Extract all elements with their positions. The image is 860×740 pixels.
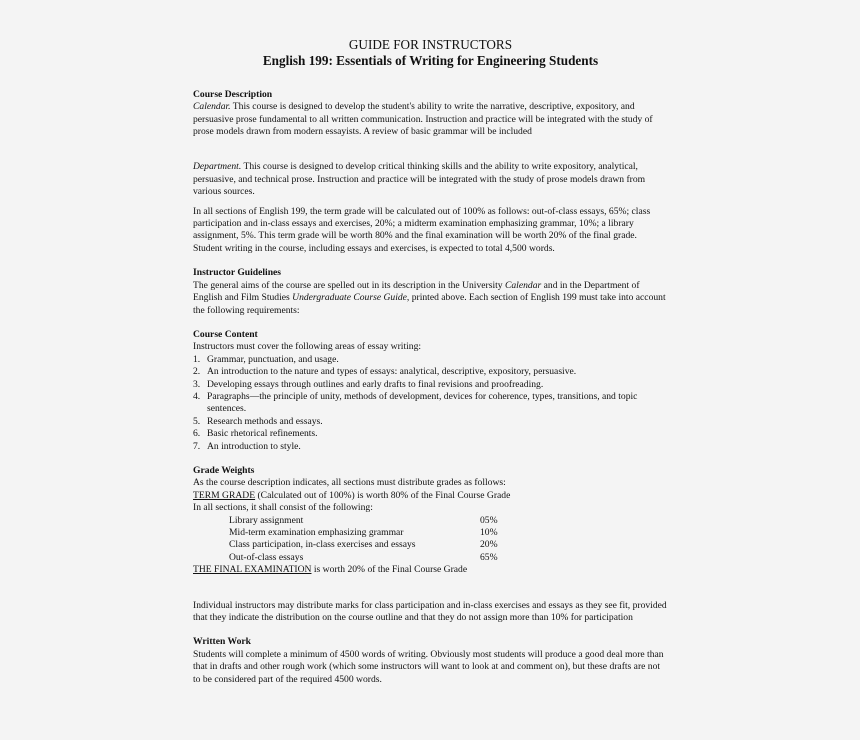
list-item: [193, 441, 668, 453]
list-item-text: Grammar, punctuation, and usage.: [207, 353, 339, 365]
course-content-intro: Instructors must cover the following areas of essay writing:: [193, 341, 422, 353]
distribution-paragraph: Individual instructors may distribute marks for class participation and in-class exercises and essays as they see fit, provided that they indicate the distribution on the course outline and that they do not assign more than 10% for participation: [193, 599, 667, 624]
table-row: [229, 552, 520, 564]
final-exam-label: THE FINAL EXAMINATION: [193, 564, 312, 576]
written-work-section: [193, 636, 668, 686]
final-exam-line: [193, 564, 668, 576]
course-description-heading: Course Description: [193, 88, 273, 100]
document-body: [193, 37, 668, 686]
department-paragraph: [193, 161, 668, 198]
written-work-heading: Written Work: [193, 636, 252, 648]
term-grade-line: [193, 490, 668, 502]
list-item: [193, 354, 668, 366]
list-item: [193, 391, 668, 416]
table-row: [229, 539, 520, 551]
weight-percent: 20%: [480, 539, 498, 551]
consist-line: In all sections, it shall consist of the following:: [193, 502, 373, 514]
grade-weights-table: [229, 515, 520, 565]
term-grade-label: TERM GRADE: [193, 489, 256, 501]
term-grade-text: (Calculated out of 100%) is worth 80% of the Final Course Grade: [255, 489, 511, 501]
grading-paragraph: In all sections of English 199, the term grade will be calculated out of 100% as follows: out-of-class essays, 65%; class participation and in-class essays and exercises, 20%; a midterm examination emphasizing grammar, 10%; a library assignment, 5%. This term grade will be worth 80% and the final examination will be worth 20% of the final grade. Student writing in the course, including essays and exercises, is expected to total 4,500 words.: [193, 205, 651, 254]
list-item-text: An introduction to the nature and types of essays: analytical, descriptive, expository, persuasive.: [207, 366, 577, 378]
calendar-label: Calendar.: [193, 101, 231, 113]
grade-weights-section: [193, 465, 668, 624]
list-item-number: 3.: [193, 378, 201, 390]
list-item: [193, 428, 668, 440]
weight-percent: 10%: [480, 527, 498, 538]
grade-weights-heading: Grade Weights: [193, 464, 255, 476]
written-work-paragraph: Students will complete a minimum of 4500 words of writing. Obviously most students will produce a good deal more than that in drafts and other rough work (which some instructors will want to look at and comment on), but these drafts are not to be considered part of the required 4500 words.: [193, 648, 664, 685]
instructor-guidelines-heading: Instructor Guidelines: [193, 267, 282, 279]
list-item: [193, 416, 668, 428]
list-item-number: 7.: [193, 440, 201, 452]
list-item-text: Paragraphs—the principle of unity, methods of development, devices for coherence, types, transitions, and topic sentences.: [207, 390, 638, 415]
calendar-text: This course is designed to develop the student's ability to write the narrative, descriptive, expository, and persuasive prose fundamental to all written communication. Instruction and practice will be integrated with the study of prose models drawn from modern essayists. A review of basic grammar will be included: [193, 101, 653, 138]
guidelines-text-2: and in the Department of English and Film Studies: [193, 279, 640, 304]
weight-label: Class participation, in-class exercises and essays: [229, 539, 416, 551]
table-row: [229, 515, 520, 527]
guidelines-guide-ref: Undergraduate Course Guide: [292, 292, 407, 304]
list-item-number: 2.: [193, 366, 201, 378]
list-item-number: 4.: [193, 390, 201, 402]
instructor-guidelines-section: [193, 267, 668, 317]
list-item: [193, 379, 668, 391]
list-item-text: An introduction to style.: [207, 440, 301, 452]
list-item-number: 1.: [193, 353, 201, 365]
course-content-section: [193, 329, 668, 453]
weight-percent: 05%: [480, 514, 498, 526]
list-item-number: 5.: [193, 415, 201, 427]
grade-weights-intro: As the course description indicates, all sections must distribute grades as follows:: [193, 477, 506, 489]
calendar-paragraph: [193, 101, 668, 138]
list-item: [193, 366, 668, 378]
content-areas-list: [193, 354, 668, 453]
page-title: GUIDE FOR INSTRUCTORS: [348, 37, 513, 52]
department-text: This course is designed to develop critical thinking skills and the ability to write expository, analytical, persuasive, and technical prose. Instruction and practice will be integrated with the study of prose models drawn from various sources.: [193, 161, 646, 198]
list-item-number: 6.: [193, 428, 201, 440]
weight-label: Out-of-class essays: [229, 551, 304, 563]
department-label: Department.: [193, 161, 242, 173]
course-description-section: [193, 89, 668, 255]
guidelines-text-1: The general aims of the course are spelled out in its description in the University: [193, 279, 505, 291]
final-exam-text: is worth 20% of the Final Course Grade: [311, 564, 468, 576]
page-subtitle: English 199: Essentials of Writing for Engineering Students: [262, 53, 599, 69]
weight-label: Library assignment: [229, 514, 304, 526]
weight-percent: 65%: [480, 551, 498, 563]
course-content-heading: Course Content: [193, 328, 258, 340]
guidelines-calendar-ref: Calendar: [504, 279, 542, 291]
table-row: [229, 527, 520, 539]
guidelines-text-3: , printed above. Each section of English 199 must take into account the following requirements:: [193, 292, 666, 316]
list-item-text: Developing essays through outlines and early drafts to final revisions and proofreading.: [207, 378, 544, 390]
guidelines-paragraph: [193, 280, 668, 317]
list-item-text: Research methods and essays.: [207, 415, 323, 427]
list-item-text: Basic rhetorical refinements.: [207, 428, 318, 440]
weight-label: Mid-term examination emphasizing grammar: [229, 527, 404, 538]
